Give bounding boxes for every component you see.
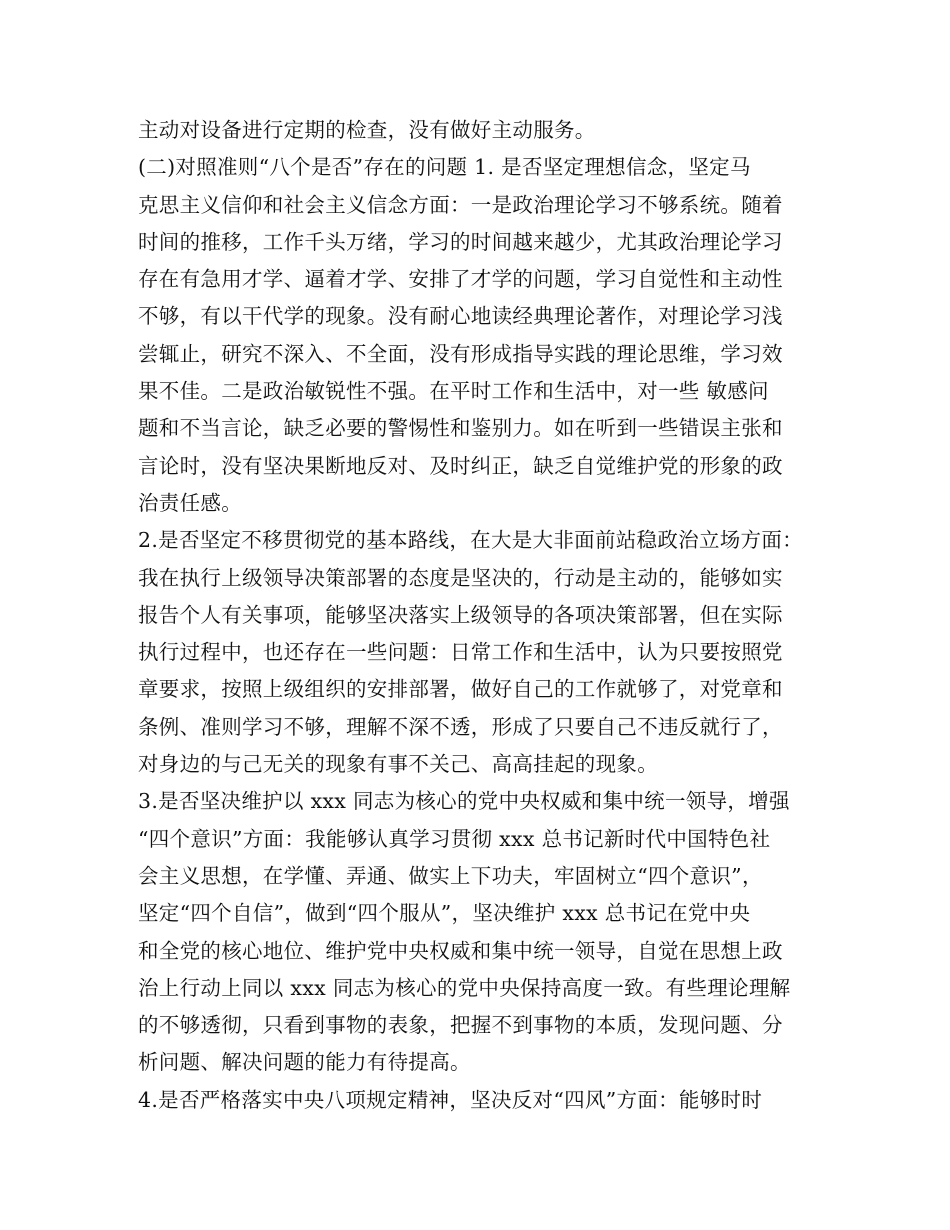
text-line: 治上行动上同以 xxx 同志为核心的党中央保持高度一致。有些理论理解 bbox=[138, 975, 791, 1000]
text-line: 报告个人有关事项，能够坚决落实上级领导的各项决策部署，但在实际 bbox=[138, 602, 783, 627]
text-line: 主动对设备进行定期的检查，没有做好主动服务。 bbox=[138, 118, 596, 142]
text-line: 2.是否坚定不移贯彻党的基本路线，在大是大非面前站稳政治立场方面： bbox=[138, 528, 803, 553]
text-line: 的不够透彻，只看到事物的表象，把握不到事物的本质，发现问题、分 bbox=[138, 1013, 783, 1038]
text-line: 尝辄止，研究不深入、不全面，没有形成指导实践的理论思维，学习效 bbox=[138, 341, 783, 366]
text-line: 不够，有以干代学的现象。没有耐心地读经典理论著作，对理论学习浅 bbox=[138, 304, 783, 329]
text-line: 执行过程中，也还存在一些问题：日常工作和生活中，认为只要按照党 bbox=[138, 640, 783, 665]
text-line: 4.是否严格落实中央八项规定精神，坚决反对“四风”方面：能够时时 bbox=[138, 1087, 763, 1112]
document-body bbox=[138, 112, 822, 1119]
text-line: 时间的推移，工作千头万绪，学习的时间越来越少，尤其政治理论学习 bbox=[138, 229, 783, 254]
text-line: 对身边的与己无关的现象有事不关己、高高挂起的现象。 bbox=[138, 752, 658, 777]
text-line: 析问题、解决问题的能力有待提高。 bbox=[138, 1050, 471, 1075]
text-line: 我在执行上级领导决策部署的态度是坚决的，行动是主动的，能够如实 bbox=[138, 565, 783, 590]
text-line: 克思主义信仰和社会主义信念方面：一是政治理论学习不够系统。随着 bbox=[138, 192, 783, 217]
text-line: 果不佳。二是政治敏锐性不强。在平时工作和生活中，对一些 敏感问 bbox=[138, 379, 769, 404]
text-line: 条例、准则学习不够，理解不深不透，形成了只要自己不违反就行了， bbox=[138, 714, 783, 739]
text-line: 存在有急用才学、逼着才学、安排了才学的问题，学习自觉性和主动性 bbox=[138, 267, 783, 292]
text-line: 章要求，按照上级组织的安排部署，做好自己的工作就够了，对党章和 bbox=[138, 677, 783, 702]
text-line: 和全党的核心地位、维护党中央权威和集中统一领导，自觉在思想上政 bbox=[138, 938, 783, 963]
text-line: 会主义思想，在学懂、弄通、做实上下功夫，牢固树立“四个意识”， bbox=[138, 863, 763, 888]
text-line: 3.是否坚决维护以 xxx 同志为核心的党中央权威和集中统一领导，增强 bbox=[138, 789, 790, 814]
text-line: (二)对照准则“八个是否”存在的问题 1. 是否坚定理想信念，坚定马 bbox=[138, 155, 751, 180]
text-line: 言论时，没有坚决果断地反对、及时纠正，缺乏自觉维护党的形象的政 bbox=[138, 453, 783, 478]
text-line: 坚定“四个自信”，做到“四个服从”，坚决维护 xxx 总书记在党中央 bbox=[138, 901, 751, 926]
text-line: 治责任感。 bbox=[138, 490, 242, 515]
text-line: 题和不当言论，缺乏必要的警惕性和鉴别力。如在听到一些错误主张和 bbox=[138, 416, 783, 441]
text-line: “四个意识”方面：我能够认真学习贯彻 xxx 总书记新时代中国特色社 bbox=[138, 826, 771, 851]
